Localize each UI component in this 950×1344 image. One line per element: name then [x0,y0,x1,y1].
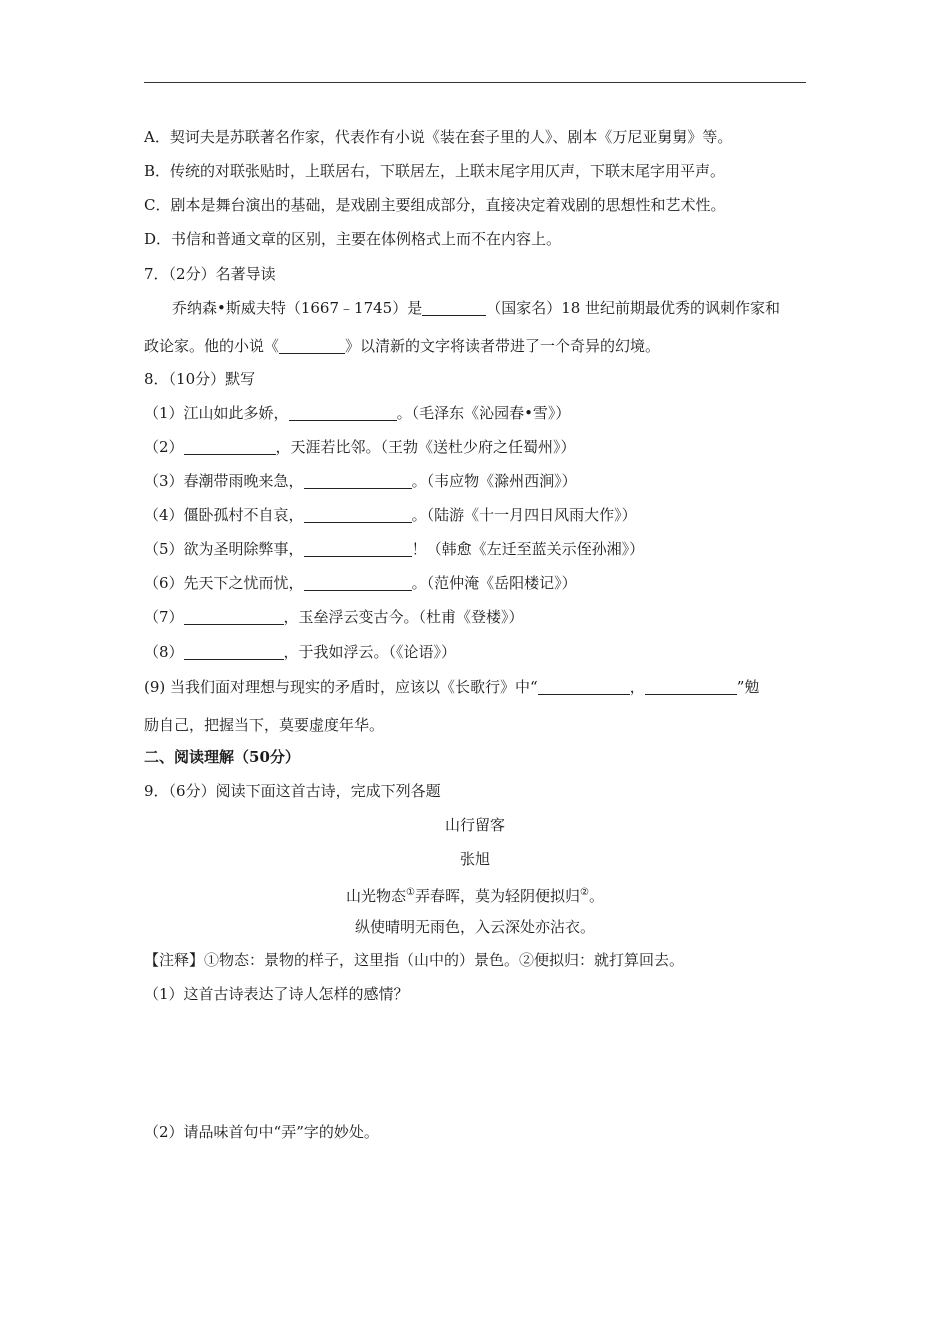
poem-text: 山光物态 [346,887,407,905]
header-rule [144,82,806,83]
q7-text-a: 乔纳森•斯威夫特（1667﹣1745）是 [172,299,423,317]
item-number: （2） [144,438,184,456]
q8-item-5 [144,539,644,559]
q9-header: 9．（6分）阅读下面这首古诗，完成下列各题 [144,782,441,800]
item-source: 。（毛泽东《沁园春•雪》） [396,404,571,422]
option-b: B．传统的对联张贴时，上联居右，下联居左，上联末尾字用仄声，下联末尾字用平声。 [144,162,726,180]
option-a: A．契诃夫是苏联著名作家，代表作有小说《装在套子里的人》、剧本《万尼亚舅舅》等。 [144,128,733,146]
poem-title: 山行留客 [444,816,505,834]
answer-blank[interactable] [645,679,737,695]
q7-header: 7．（2分）名著导读 [144,265,276,283]
q8-item-2 [144,437,576,457]
q9-sub-2: （2）请品味首句中“弄”字的妙处。 [144,1123,379,1141]
q7-country-blank[interactable] [422,300,486,316]
answer-blank[interactable] [304,575,412,591]
note-marker-2: ② [580,887,589,898]
answer-blank[interactable] [538,679,630,695]
item-source: 。（韦应物《滁州西涧》） [411,472,577,490]
answer-blank[interactable] [184,644,284,660]
q8-header: 8．（10分）默写 [144,370,256,388]
poem-line-2: 纵使晴明无雨色，入云深处亦沾衣。 [354,918,595,936]
q8-item-1 [144,403,570,423]
q8-item-6 [144,573,577,593]
item-text: 春潮带雨晚来急， [183,472,304,490]
poem-author: 张旭 [459,850,490,868]
option-d: D．书信和普通文章的区别，主要在体例格式上而不在内容上。 [144,230,562,248]
q8-item-3 [144,471,577,491]
poem-text: 弄春晖，莫为轻阴便拟归 [414,887,580,905]
item-number: （8） [144,643,184,661]
item-number: （1） [144,404,184,422]
item-number: （4） [144,506,184,524]
item-text: (9) 当我们面对理想与现实的矛盾时，应该以《长歌行》中“ [144,678,538,696]
item-source: ，天涯若比邻。（王勃《送杜少府之任蜀州》） [275,438,576,456]
item-source: ，玉垒浮云变古今。（杜甫《登楼》） [283,608,524,626]
answer-blank[interactable] [304,473,412,489]
q8-item-9 [144,677,759,697]
item-number: （6） [144,574,184,592]
q7-novel-blank[interactable] [279,338,345,354]
item-source: ！（韩愈《左迁至蓝关示侄孙湘》） [411,540,645,558]
item-number: （5） [144,540,184,558]
answer-blank[interactable] [184,439,276,455]
item-number: （7） [144,608,184,626]
item-text: 江山如此多娇， [183,404,289,422]
item-source: 。（陆游《十一月四日风雨大作》） [411,506,637,524]
q7-text-d: 》以清新的文字将读者带进了一个奇异的幻境。 [345,337,661,355]
q7-text-b: （国家名）18 世纪前期最优秀的讽刺作家和 [486,299,781,317]
note-marker-1: ① [406,887,415,898]
answer-blank[interactable] [184,609,284,625]
q9-sub-1: （1）这首古诗表达了诗人怎样的感情？ [144,985,409,1003]
poem-note: 【注释】①物态：景物的样子，这里指（山中的）景色。②便拟归：就打算回去。 [144,951,685,969]
q7-line1 [172,298,780,318]
item-text: 先天下之忧而忧， [183,574,304,592]
q8-item-9-cont: 励自己，把握当下，莫要虚度年华。 [144,716,385,734]
q7-text-c: 政论家。他的小说《 [144,337,280,355]
answer-blank[interactable] [289,405,397,421]
q8-item-8 [144,642,456,662]
item-separator: ， [629,678,645,696]
item-text-end: ”勉 [736,678,760,696]
answer-blank[interactable] [304,541,412,557]
item-text: 僵卧孤村不自哀， [183,506,304,524]
item-text: 欲为圣明除弊事， [183,540,304,558]
item-source: ，于我如浮云。（《论语》） [283,643,457,661]
poem-text: 。 [588,887,604,905]
q7-line2 [144,336,660,356]
option-c: C．剧本是舞台演出的基础，是戏剧主要组成部分，直接决定着戏剧的思想性和艺术性。 [144,196,726,214]
q8-item-4 [144,505,637,525]
answer-blank[interactable] [304,507,412,523]
poem-line-1 [0,883,950,906]
item-source: 。（范仲淹《岳阳楼记》） [411,574,577,592]
q8-item-7 [144,607,524,627]
item-number: （3） [144,472,184,490]
section-2-heading: 二、阅读理解（50分） [144,748,300,766]
